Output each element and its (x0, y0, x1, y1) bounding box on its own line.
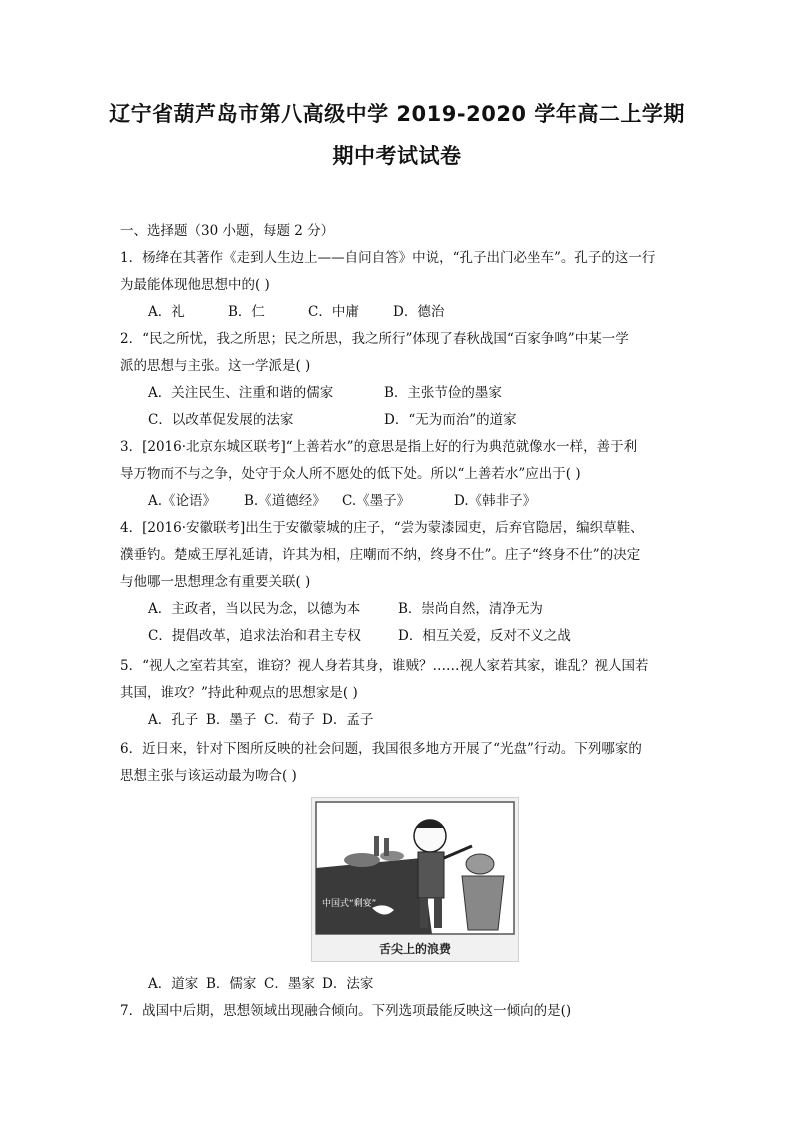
q3-option-a[interactable]: A.《论语》 (148, 493, 217, 509)
figure-label: 中国式“剩宴” (322, 899, 377, 909)
q1-option-a[interactable]: A．礼 (148, 304, 185, 320)
q4-option-c[interactable]: C．提倡改革，追求法治和君主专权 (148, 628, 361, 644)
question-2-options-row2 (148, 411, 517, 429)
q2-option-d[interactable]: D．“无为而治”的道家 (384, 412, 517, 428)
q3-option-d[interactable]: D.《韩非子》 (454, 493, 537, 509)
question-7-text: 7．战国中后期，思想领域出现融合倾向。下列选项最能反映这一倾向的是() (120, 1003, 572, 1019)
question-6-text: 6．近日来，针对下图所反映的社会问题，我国很多地方开展了“光盘”行动。下列哪家的 (120, 741, 642, 757)
page-title: 辽宁省葫芦岛市第八高级中学 2019-2020 学年高二上学期 (109, 102, 685, 126)
question-1-text: 1．杨绛在其著作《走到人生边上——自问自答》中说，“孔子出门必坐车”。孔子的这一行 (120, 250, 656, 266)
question-3-text-cont: 导万物而不与之争，处守于众人所不愿处的低下处。所以“上善若水”应出于( ) (120, 466, 581, 482)
question-2-text-cont: 派的思想与主张。这一学派是( ) (120, 358, 311, 374)
question-4-text-cont: 濮垂钓。楚威王厚礼延请，许其为相，庄嘲而不纳，终身不仕”。庄子“终身不仕”的决定 (120, 547, 641, 563)
question-2-options-row1 (148, 384, 502, 402)
question-5-options (148, 711, 373, 729)
question-4-text: 4．[2016·安徽联考]出生于安徽蒙城的庄子，“尝为蒙漆园吏，后弃官隐居，编织草鞋、 (120, 520, 644, 536)
page-subtitle: 期中考试试卷 (332, 144, 462, 168)
q4-option-a[interactable]: A．主政者，当以民为念，以德为本 (148, 601, 361, 617)
q5-option-a[interactable]: A．孔子 (148, 712, 199, 728)
q5-option-d[interactable]: D．孟子 (322, 712, 374, 728)
q3-option-b[interactable]: B.《道德经》 (244, 493, 326, 509)
q1-option-b[interactable]: B．仁 (228, 304, 265, 320)
q2-option-c[interactable]: C．以改革促发展的法家 (148, 412, 294, 428)
q1-option-d[interactable]: D．德治 (393, 304, 445, 320)
question-2-text: 2．“民之所忧，我之所思；民之所思，我之所行”体现了春秋战国“百家争鸣”中某一学 (120, 331, 629, 347)
question-5-text: 5．“视人之室若其室，谁窃？视人身若其身，谁贼？……视人家若其家，谁乱？视人国若 (120, 658, 649, 674)
question-5-text-cont: 其国，谁攻？”持此种观点的思想家是( ) (120, 685, 358, 701)
question-3-text: 3．[2016·北京东城区联考]“上善若水”的意思是指上好的行为典范就像水一样，善于利 (120, 439, 638, 455)
q3-option-c[interactable]: C.《墨子》 (342, 493, 411, 509)
q6-option-b[interactable]: B．儒家 (206, 976, 257, 992)
cartoon-illustration (312, 798, 518, 938)
question-6-text-cont: 思想主张与该运动最为吻合( ) (120, 768, 297, 784)
q2-option-a[interactable]: A．关注民生、注重和谐的儒家 (148, 385, 334, 401)
q6-option-a[interactable]: A．道家 (148, 976, 199, 992)
figure-caption: 舌尖上的浪费 (378, 942, 451, 956)
section-heading: 一、选择题（30 小题，每题 2 分） (120, 223, 335, 239)
question-4-options-row2 (148, 627, 571, 645)
q1-option-c[interactable]: C．中庸 (308, 304, 359, 320)
question-3-options (148, 492, 536, 510)
q5-option-b[interactable]: B．墨子 (206, 712, 257, 728)
q4-option-d[interactable]: D．相互关爱，反对不义之战 (398, 628, 571, 644)
q6-option-d[interactable]: D．法家 (322, 976, 374, 992)
question-1-text-cont: 为最能体现他思想中的( ) (120, 277, 270, 293)
question-4-options-row1 (148, 600, 543, 618)
cartoon-figure (311, 797, 519, 962)
question-4-text-cont2: 与他哪一思想理念有重要关联( ) (120, 574, 311, 590)
question-1-options (148, 303, 444, 321)
q6-option-c[interactable]: C．墨家 (264, 976, 315, 992)
question-6-options (148, 975, 373, 993)
q2-option-b[interactable]: B．主张节俭的墨家 (384, 385, 502, 401)
q4-option-b[interactable]: B．崇尚自然，清净无为 (398, 601, 543, 617)
q5-option-c[interactable]: C．荀子 (264, 712, 315, 728)
